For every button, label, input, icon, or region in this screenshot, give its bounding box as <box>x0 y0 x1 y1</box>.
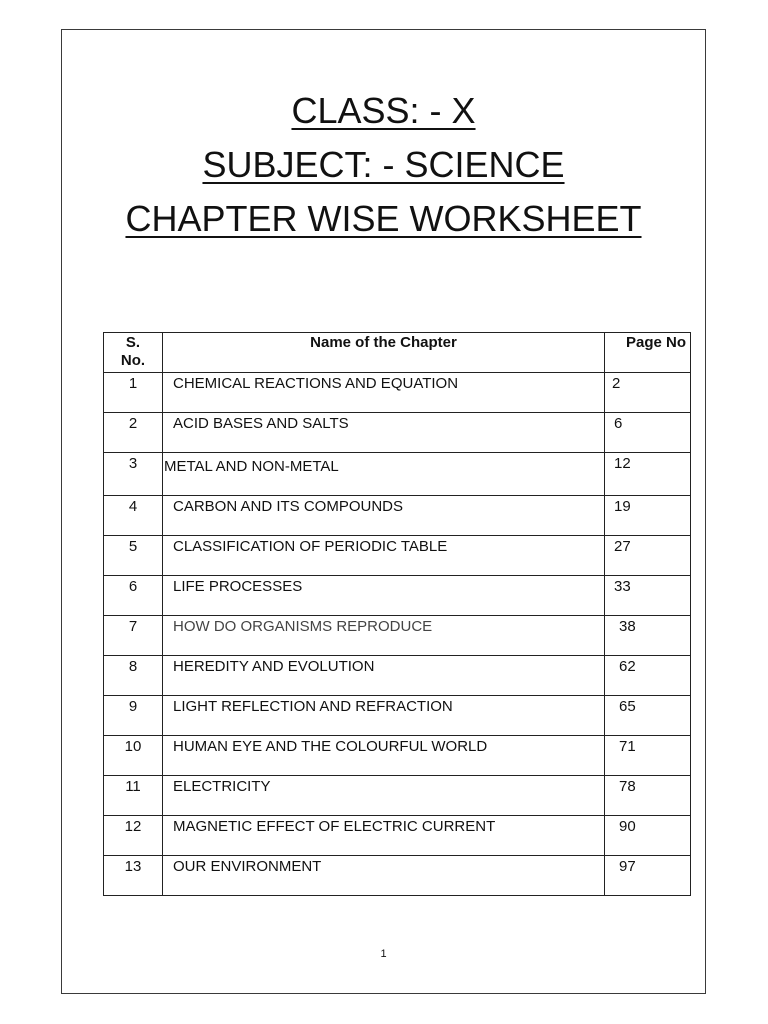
table-row <box>104 413 691 453</box>
row-page-no: 90 <box>605 816 691 856</box>
row-page-no: 27 <box>605 536 691 576</box>
row-sno: 11 <box>104 776 163 816</box>
chapter-table <box>103 332 691 896</box>
row-page-no: 33 <box>605 576 691 616</box>
class-title: CLASS: - X <box>291 90 476 131</box>
table-row <box>104 696 691 736</box>
table-row <box>104 536 691 576</box>
row-page-no: 12 <box>605 453 691 496</box>
table-row <box>104 816 691 856</box>
row-page-no: 19 <box>605 496 691 536</box>
row-chapter-name: CLASSIFICATION OF PERIODIC TABLE <box>163 536 605 576</box>
table-row <box>104 856 691 896</box>
row-sno: 4 <box>104 496 163 536</box>
row-page-no: 38 <box>605 616 691 656</box>
page-number: 1 <box>380 948 387 960</box>
row-chapter-name: MAGNETIC EFFECT OF ELECTRIC CURRENT <box>163 816 605 856</box>
row-page-no: 97 <box>605 856 691 896</box>
row-page-no: 78 <box>605 776 691 816</box>
row-sno: 13 <box>104 856 163 896</box>
row-sno: 9 <box>104 696 163 736</box>
row-sno: 6 <box>104 576 163 616</box>
row-chapter-name: HEREDITY AND EVOLUTION <box>163 656 605 696</box>
table-row <box>104 656 691 696</box>
row-page-no: 2 <box>605 373 691 413</box>
row-chapter-name: CHEMICAL REACTIONS AND EQUATION <box>163 373 605 413</box>
row-chapter-name: ACID BASES AND SALTS <box>163 413 605 453</box>
row-chapter-name: METAL AND NON-METAL <box>163 453 605 496</box>
title-block <box>61 84 706 246</box>
table-header-row <box>104 333 691 373</box>
row-sno: 8 <box>104 656 163 696</box>
subject-title: SUBJECT: - SCIENCE <box>202 144 565 185</box>
table-row <box>104 496 691 536</box>
row-sno: 10 <box>104 736 163 776</box>
row-page-no: 62 <box>605 656 691 696</box>
table-row <box>104 453 691 496</box>
row-chapter-name: CARBON AND ITS COMPOUNDS <box>163 496 605 536</box>
header-page-no: Page No <box>605 333 691 373</box>
header-chapter-name: Name of the Chapter <box>163 333 605 373</box>
row-chapter-name: ELECTRICITY <box>163 776 605 816</box>
row-sno: 1 <box>104 373 163 413</box>
row-sno: 3 <box>104 453 163 496</box>
row-chapter-name: HOW DO ORGANISMS REPRODUCE <box>163 616 605 656</box>
row-chapter-name: LIGHT REFLECTION AND REFRACTION <box>163 696 605 736</box>
row-chapter-name: HUMAN EYE AND THE COLOURFUL WORLD <box>163 736 605 776</box>
row-sno: 12 <box>104 816 163 856</box>
table-row <box>104 616 691 656</box>
row-page-no: 65 <box>605 696 691 736</box>
row-page-no: 71 <box>605 736 691 776</box>
table-row <box>104 373 691 413</box>
worksheet-title: CHAPTER WISE WORKSHEET <box>125 198 642 239</box>
row-sno: 2 <box>104 413 163 453</box>
row-chapter-name: LIFE PROCESSES <box>163 576 605 616</box>
row-sno: 7 <box>104 616 163 656</box>
row-sno: 5 <box>104 536 163 576</box>
row-chapter-name: OUR ENVIRONMENT <box>163 856 605 896</box>
table-row <box>104 776 691 816</box>
table-row <box>104 576 691 616</box>
header-sno: S. No. <box>104 333 163 373</box>
row-page-no: 6 <box>605 413 691 453</box>
table-row <box>104 736 691 776</box>
